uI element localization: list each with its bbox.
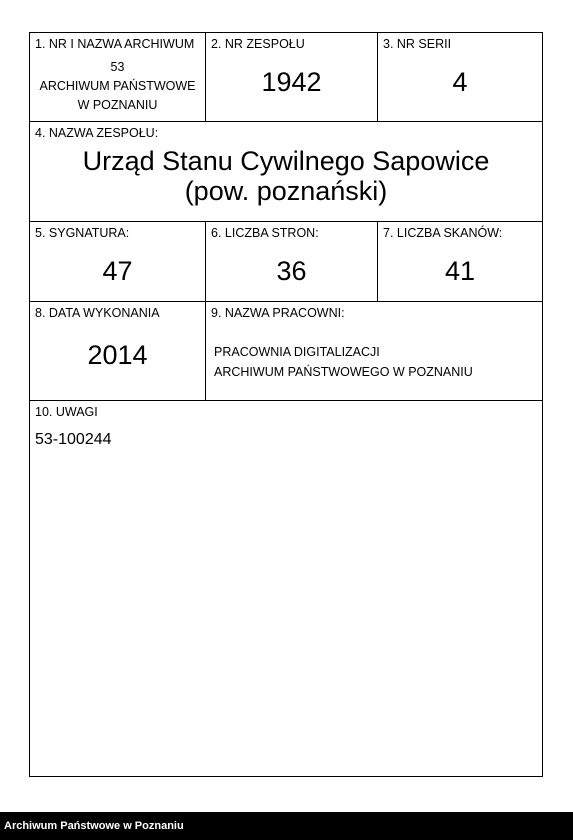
fonds-name-line2: (pow. poznański) xyxy=(184,176,388,206)
workshop-cell xyxy=(206,302,542,401)
scan-count-cell xyxy=(378,222,542,302)
footer-text: Archiwum Państwowe w Poznaniu xyxy=(4,820,184,832)
notes-cell xyxy=(30,401,542,776)
archive-name-line1: ARCHIWUM PAŃSTWOWE xyxy=(39,79,196,93)
scan-count-value: 41 xyxy=(444,256,476,286)
fonds-name-cell xyxy=(30,122,542,222)
archive-number: 53 xyxy=(110,60,125,74)
fonds-number-value: 1942 xyxy=(261,67,322,97)
archive-metadata-card xyxy=(29,32,543,777)
page-count-cell xyxy=(206,222,378,302)
signature-label: 5. SYGNATURA: xyxy=(35,226,130,240)
archive-name-line2: W POZNANIU xyxy=(77,98,158,112)
series-number-label: 3. NR SERII xyxy=(383,37,452,51)
fonds-number-label: 2. NR ZESPOŁU xyxy=(211,37,305,51)
date-made-cell xyxy=(30,302,206,401)
page-count-label: 6. LICZBA STRON: xyxy=(211,226,319,240)
workshop-line2: ARCHIWUM PAŃSTWOWEGO W POZNANIU xyxy=(214,365,473,379)
fonds-name-line1: Urząd Stanu Cywilnego Sapowice xyxy=(82,146,490,176)
fonds-name-label: 4. NAZWA ZESPOŁU: xyxy=(35,126,159,140)
archive-cell xyxy=(30,33,206,122)
notes-value: 53-100244 xyxy=(35,431,112,448)
fonds-number-cell xyxy=(206,33,378,122)
page-count-value: 36 xyxy=(276,256,307,286)
footer-bar xyxy=(0,812,573,840)
workshop-line1: PRACOWNIA DIGITALIZACJI xyxy=(214,345,380,359)
date-made-value: 2014 xyxy=(87,340,148,370)
series-number-value: 4 xyxy=(452,67,468,97)
series-number-cell xyxy=(378,33,542,122)
notes-label: 10. UWAGI xyxy=(35,405,98,419)
workshop-label: 9. NAZWA PRACOWNI: xyxy=(211,306,345,320)
date-made-label: 8. DATA WYKONANIA xyxy=(35,306,160,320)
signature-value: 47 xyxy=(102,256,133,286)
signature-cell xyxy=(30,222,206,302)
scan-count-label: 7. LICZBA SKANÓW: xyxy=(383,226,503,240)
archive-label: 1. NR I NAZWA ARCHIWUM xyxy=(35,37,195,51)
